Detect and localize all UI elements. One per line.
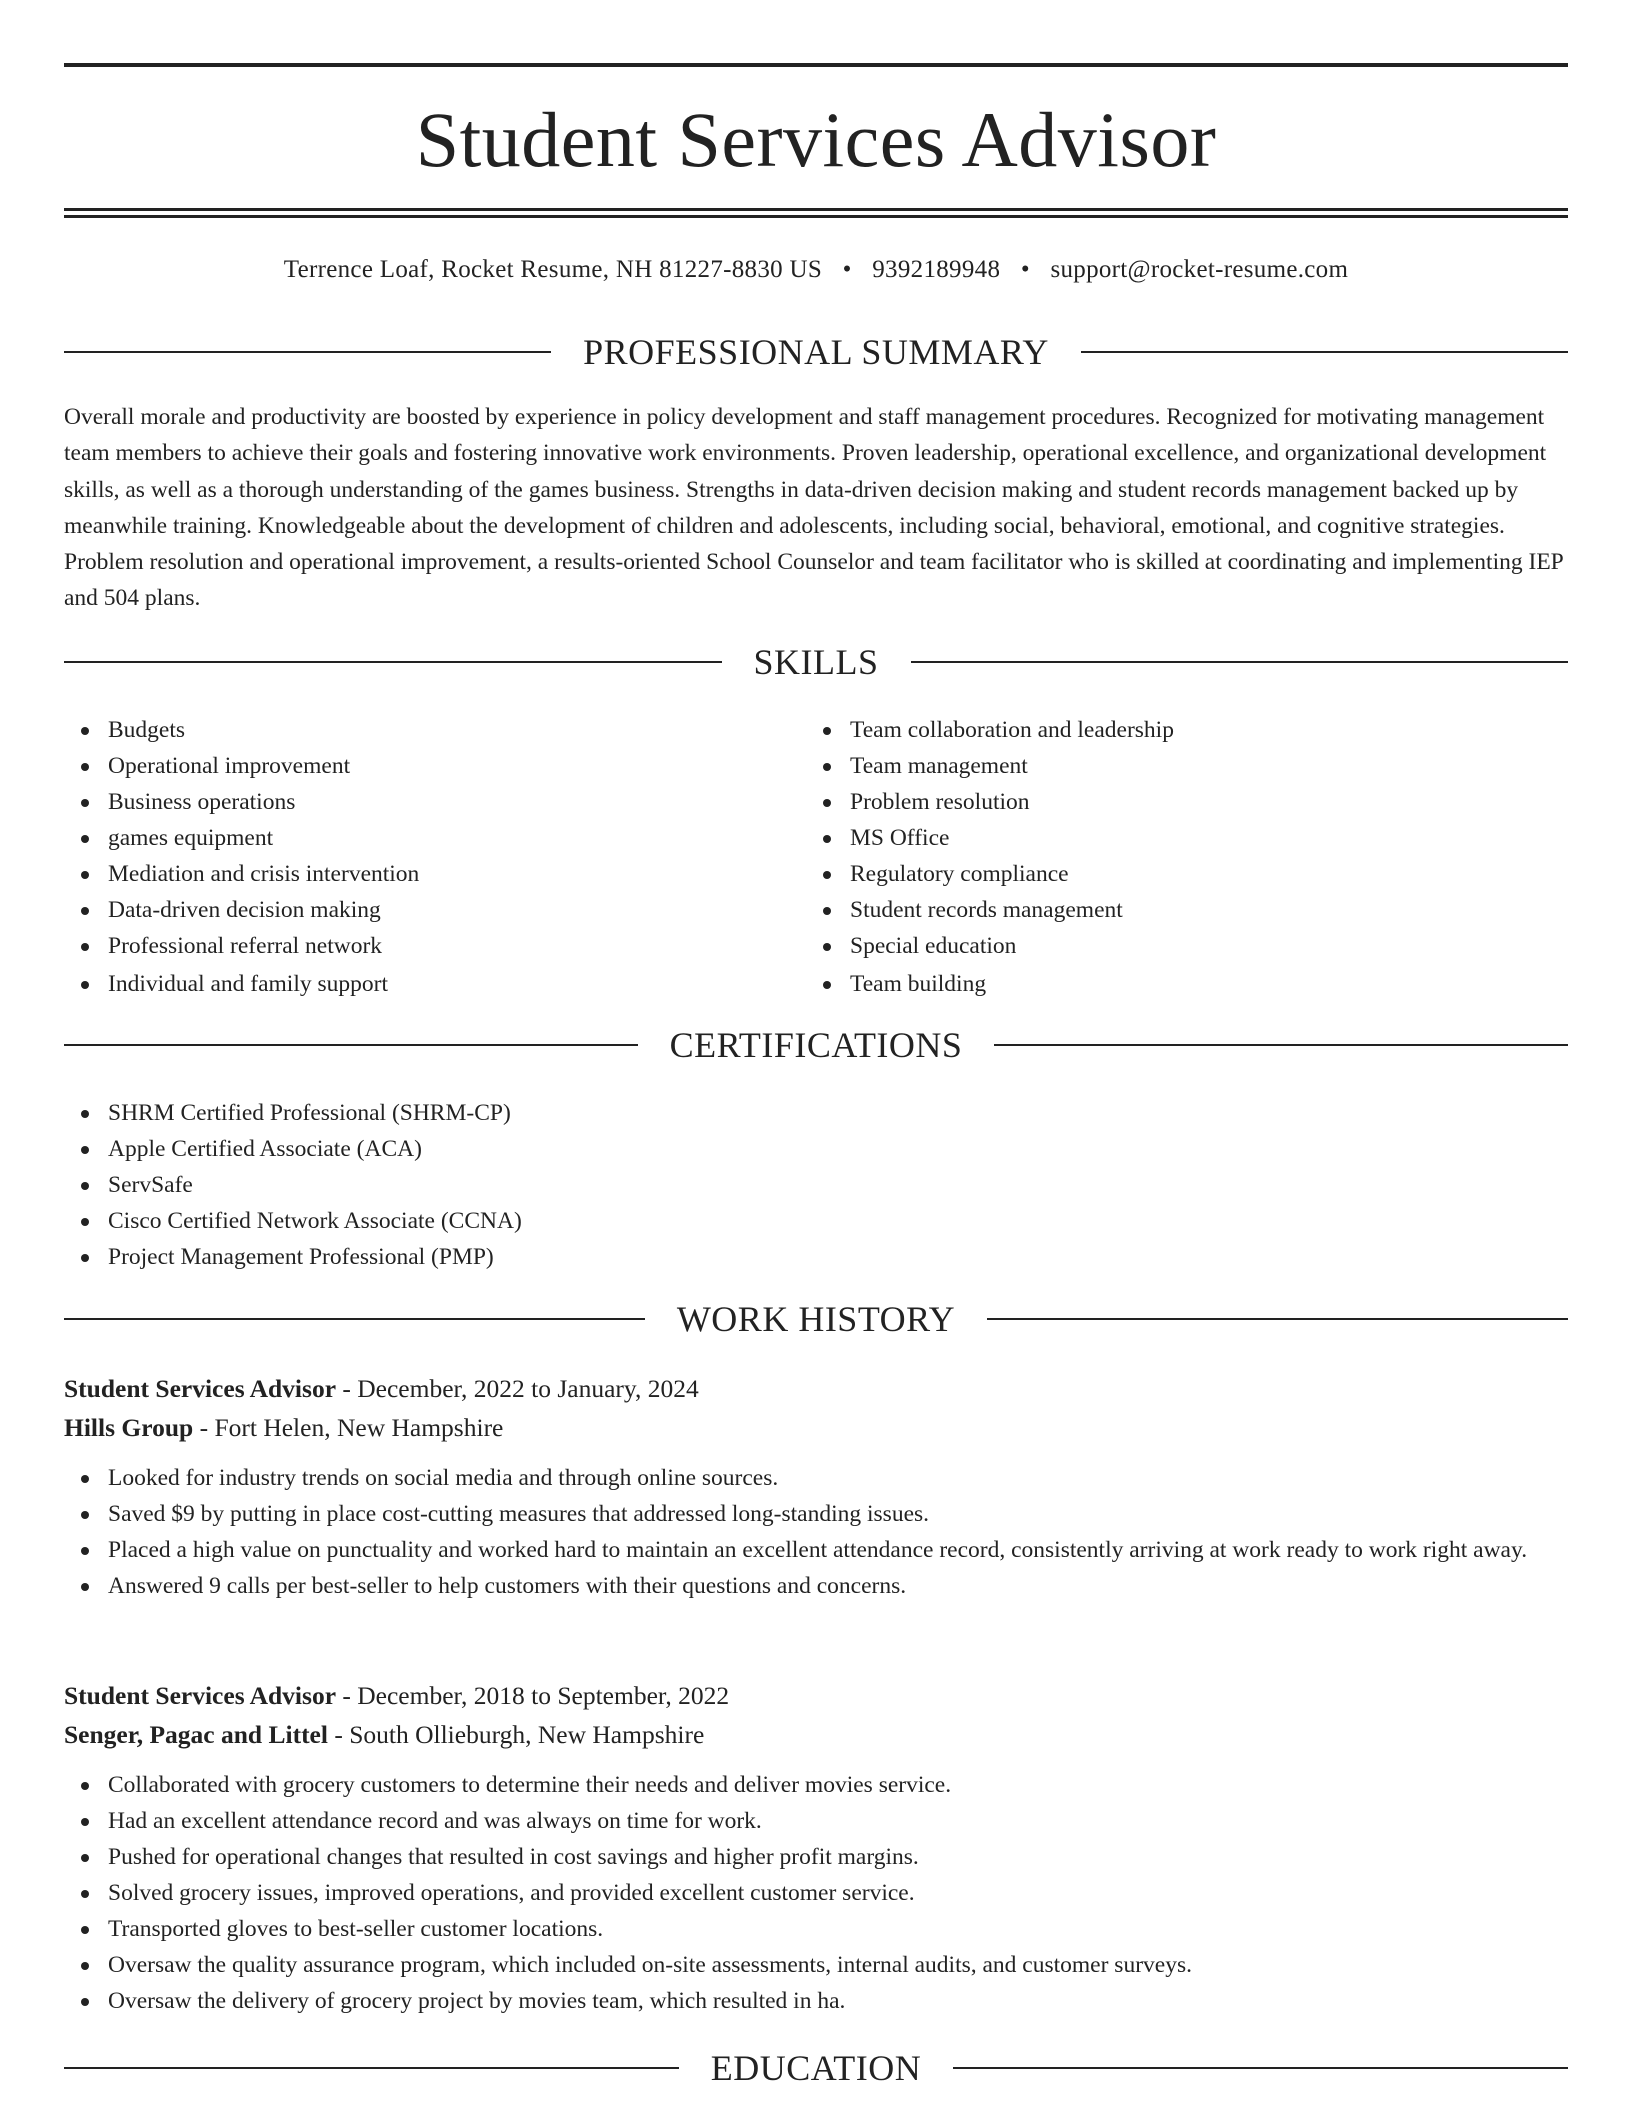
section-rule-right <box>911 661 1569 663</box>
job-bullets <box>64 1767 1568 2019</box>
section-rule-left <box>64 2067 679 2069</box>
section-title: EDUCATION <box>710 2048 922 2088</box>
contact-separator: • <box>1020 256 1030 283</box>
contact-email: support@rocket-resume.com <box>1050 256 1349 283</box>
skill-item: games equipment <box>64 820 764 856</box>
job-bullet: Saved $9 by putting in place cost-cutting measures that addressed long-standing issues. <box>64 1496 1568 1532</box>
skill-item: Regulatory compliance <box>806 856 1506 892</box>
section-title: SKILLS <box>753 642 879 682</box>
job-dates: - December, 2018 to September, 2022 <box>336 1681 730 1710</box>
section-rule-left <box>64 661 722 663</box>
certifications-list <box>64 1095 1064 1275</box>
section-rule-left <box>64 351 551 353</box>
skill-item: MS Office <box>806 820 1506 856</box>
skill-item: Team collaboration and leadership <box>806 712 1506 748</box>
job-title: Student Services Advisor <box>64 1681 337 1710</box>
job-bullet: Answered 9 calls per best-seller to help customers with their questions and concerns. <box>64 1568 1568 1604</box>
skill-item: Team building <box>806 966 1506 1002</box>
skill-item: Problem resolution <box>806 784 1506 820</box>
section-rule-right <box>994 1044 1568 1046</box>
job-bullets <box>64 1460 1568 1604</box>
skills-list-right <box>806 712 1506 1002</box>
section-rule-right <box>1081 351 1568 353</box>
resume-title: Student Services Advisor <box>415 96 1217 183</box>
certification-item: Cisco Certified Network Associate (CCNA) <box>64 1203 1064 1239</box>
job-bullet: Looked for industry trends on social media and through online sources. <box>64 1460 1568 1496</box>
job-dates: - December, 2022 to January, 2024 <box>336 1374 699 1403</box>
contact-phone: 9392189948 <box>872 256 1001 283</box>
section-heading-work-history <box>64 1295 1568 1343</box>
job-bullet: Transported gloves to best-seller customer locations. <box>64 1911 1568 1947</box>
section-title: PROFESSIONAL SUMMARY <box>583 332 1049 372</box>
contact-line <box>64 252 1568 288</box>
job-bullet: Solved grocery issues, improved operations, and provided excellent customer service. <box>64 1875 1568 1911</box>
job-company: Hills Group <box>64 1413 194 1442</box>
job-bullet: Collaborated with grocery customers to determine their needs and deliver movies service. <box>64 1767 1568 1803</box>
job-title-line <box>64 1676 1568 1715</box>
contact-address: Terrence Loaf, Rocket Resume, NH 81227-8830 US <box>283 256 823 283</box>
skills-list-left <box>64 712 764 1002</box>
skill-item: Mediation and crisis intervention <box>64 856 764 892</box>
section-rule-left <box>64 1318 645 1320</box>
job-location: - Fort Helen, New Hampshire <box>193 1413 504 1442</box>
job-location: - South Ollieburgh, New Hampshire <box>327 1720 705 1749</box>
skill-item: Budgets <box>64 712 764 748</box>
job-entry <box>64 1369 1568 1604</box>
skill-item: Special education <box>806 928 1506 964</box>
certification-item: SHRM Certified Professional (SHRM-CP) <box>64 1095 1064 1131</box>
job-bullet: Placed a high value on punctuality and worked hard to maintain an excellent attendance record, consistently arriving at work ready to work right away. <box>64 1532 1568 1568</box>
section-rule-right <box>953 2067 1568 2069</box>
section-heading-certifications <box>64 1021 1568 1069</box>
section-heading-summary <box>64 328 1568 376</box>
job-bullet: Oversaw the quality assurance program, which included on-site assessments, internal audits, and customer surveys. <box>64 1947 1568 1983</box>
summary-paragraph: Overall morale and productivity are boosted by experience in policy development and staff management procedures. Recognized for motivating management team members to achieve their goals and fostering innovative work environments. Proven leadership, operational excellence, and organizational development skills, as well as a thorough understanding of the games business. Strengths in data-driven decision making and student records management backed up by meanwhile training. Knowledgeable about the development of children and adolescents, including social, behavioral, emotional, and cognitive strategies. Problem resolution and operational improvement, a results-oriented School Counselor and team facilitator who is skilled at coordinating and implementing IEP and 504 plans. <box>64 404 1563 612</box>
contact-separator: • <box>842 256 852 283</box>
skill-item: Professional referral network <box>64 928 764 964</box>
section-title: WORK HISTORY <box>676 1299 956 1339</box>
section-heading-skills <box>64 638 1568 686</box>
skill-item: Business operations <box>64 784 764 820</box>
certification-item: Project Management Professional (PMP) <box>64 1239 1064 1275</box>
job-bullet: Oversaw the delivery of grocery project by movies team, which resulted in ha. <box>64 1983 1568 2019</box>
section-rule-right <box>987 1318 1568 1320</box>
section-heading-education <box>64 2044 1568 2092</box>
skill-item: Student records management <box>806 892 1506 928</box>
job-entry <box>64 1676 1568 2019</box>
header-double-rule <box>64 208 1568 218</box>
job-bullet: Had an excellent attendance record and was always on time for work. <box>64 1803 1568 1839</box>
skill-item: Individual and family support <box>64 966 764 1002</box>
section-rule-left <box>64 1044 638 1046</box>
certification-item: ServSafe <box>64 1167 1064 1203</box>
skill-item: Data-driven decision making <box>64 892 764 928</box>
job-bullet: Pushed for operational changes that resulted in cost savings and higher profit margins. <box>64 1839 1568 1875</box>
job-company: Senger, Pagac and Littel <box>64 1720 328 1749</box>
job-title: Student Services Advisor <box>64 1374 337 1403</box>
job-company-line <box>64 1408 1568 1447</box>
skill-item: Operational improvement <box>64 748 764 784</box>
section-title: CERTIFICATIONS <box>669 1025 963 1065</box>
header-top-rule <box>64 63 1568 67</box>
job-company-line <box>64 1715 1568 1754</box>
certification-item: Apple Certified Associate (ACA) <box>64 1131 1064 1167</box>
job-title-line <box>64 1369 1568 1408</box>
skill-item: Team management <box>806 748 1506 784</box>
